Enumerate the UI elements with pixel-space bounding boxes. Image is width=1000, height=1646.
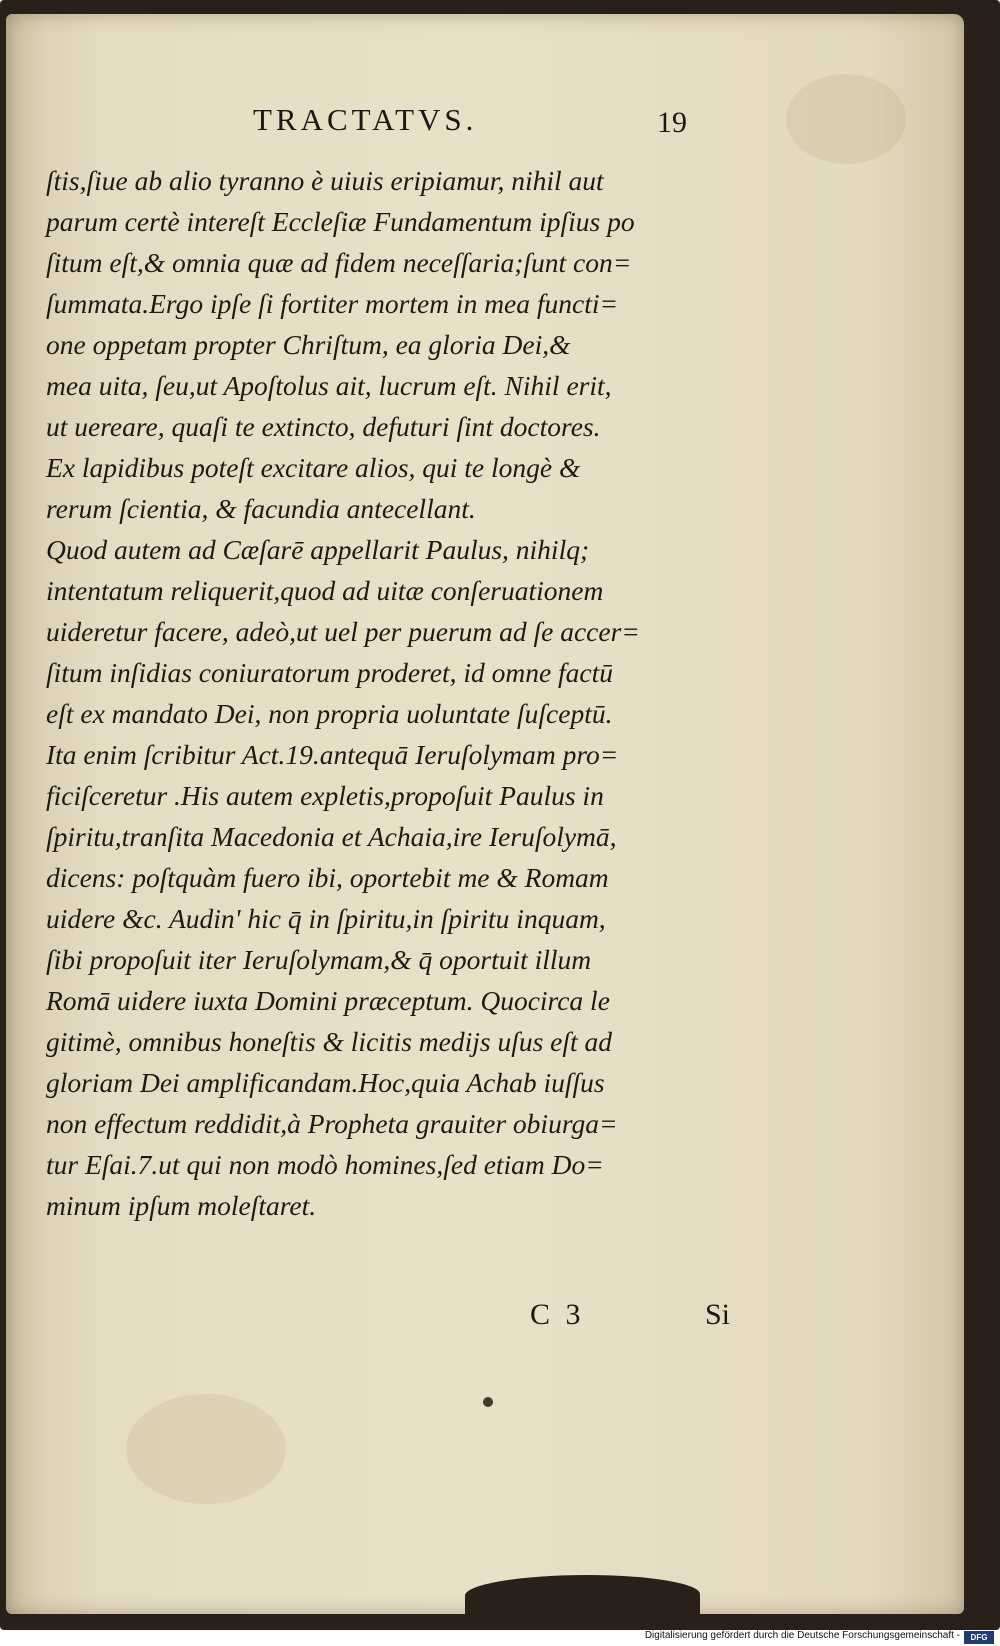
dfg-logo: DFG (964, 1631, 994, 1644)
text-line: ſitum eſt,& omnia quæ ad fidem neceſſaria;ſunt con= (46, 247, 632, 278)
text-line: ſtis,ſiue ab alio tyranno è uiuis eripiamur, nihil aut (46, 165, 604, 196)
text-line: ficiſceretur .His autem expletis,propoſuit Paulus in (46, 780, 604, 811)
text-line: uideretur facere, adeò,ut uel per puerum ad ſe accer= (46, 616, 640, 647)
text-line: dicens: poſtquàm fuero ibi, oportebit me & Romam (46, 862, 609, 893)
text-line: parum certè intereſt Eccleſiæ Fundamentum ipſius po (46, 206, 635, 237)
page-number: 19 (657, 106, 687, 139)
text-line: ſpiritu,tranſita Macedonia et Achaia,ire Ieruſolymā, (46, 821, 617, 852)
page-tear (465, 1575, 700, 1615)
text-line: eſt ex mandato Dei, non propria uoluntate ſuſceptū. (46, 698, 613, 729)
text-line: uidere &c. Audin' hic q̄ in ſpiritu,in ſpiritu inquam, (46, 903, 606, 934)
text-line: gloriam Dei amplificandam.Hoc,quia Achab iuſſus (46, 1067, 605, 1098)
text-line: one oppetam propter Chriſtum, ea gloria Dei,& (46, 329, 571, 360)
text-line: intentatum reliquerit,quod ad uitæ conſeruationem (46, 575, 604, 606)
signature-mark: C 3 (530, 1298, 585, 1331)
text-line: ſitum inſidias coniuratorum proderet, id omne factū (46, 657, 614, 688)
catchword: Si (705, 1298, 731, 1331)
text-line: mea uita, ſeu,ut Apoſtolus ait, lucrum eſt. Nihil erit, (46, 370, 612, 401)
text-line: tur Eſai.7.ut qui non modò homines,ſed etiam Do= (46, 1149, 604, 1180)
text-line: gitimè, omnibus honeſtis & licitis medijs uſus eſt ad (46, 1026, 613, 1057)
text-line: Ex lapidibus poteſt excitare alios, qui te longè & (46, 452, 581, 483)
text-line: Quod autem ad Cæſarē appellarit Paulus, nihilq; (46, 534, 590, 565)
text-line: ut uereare, quaſi te extincto, defuturi ſint doctores. (46, 411, 601, 442)
text-line: rerum ſcientia, & facundia antecellant. (46, 493, 476, 524)
paper-stain (786, 74, 906, 164)
paper-stain (126, 1394, 286, 1504)
body-text (46, 160, 736, 1226)
running-head: TRACTATVS. (253, 102, 478, 137)
text-line: minum ipſum moleſtaret. (46, 1190, 317, 1221)
page-edge-shadow (962, 14, 992, 1614)
ink-dot (483, 1397, 493, 1407)
text-line: Romā uidere iuxta Domini præceptum. Quocirca le (46, 985, 610, 1016)
text-line: ſibi propoſuit iter Ieruſolymam,& q̄ oportuit illum (46, 944, 592, 975)
text-line: Ita enim ſcribitur Act.19.antequā Ieruſolymam pro= (46, 739, 619, 770)
text-line: ſummata.Ergo ipſe ſi fortiter mortem in mea functi= (46, 288, 619, 319)
funding-credit: Digitalisierung gefördert durch die Deutsche Forschungsgemeinschaft - (644, 1630, 960, 1641)
text-line: non effectum reddidit,à Propheta grauiter obiurga= (46, 1108, 618, 1139)
